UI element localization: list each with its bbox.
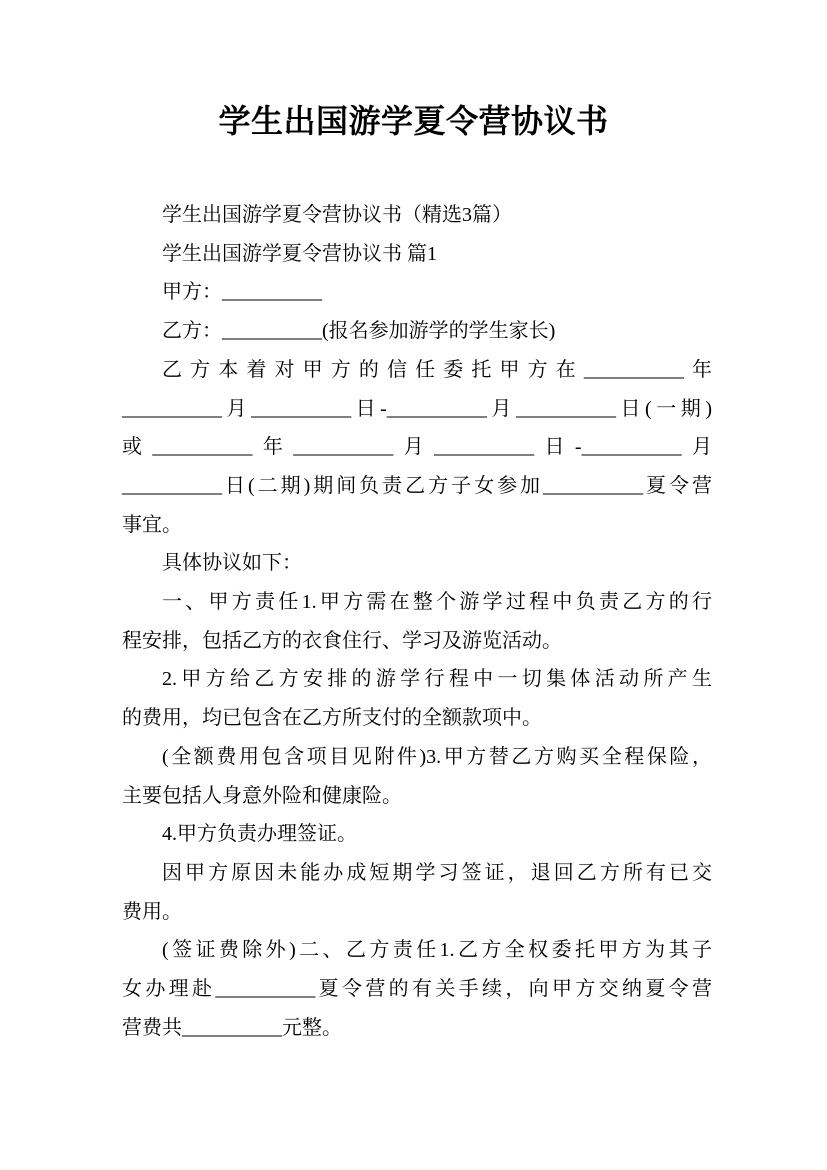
doc-line-entrust-4: __________日(二期)期间负责乙方子女参加__________夏令营 <box>122 474 712 497</box>
doc-line-part-heading: 学生出国游学夏令营协议书 篇1 <box>162 242 437 265</box>
doc-line-clause-a1-2: 程安排，包括乙方的衣食住行、学习及游览活动。 <box>122 629 562 652</box>
doc-line-clause-a4: 4.甲方负责办理签证。 <box>162 823 357 846</box>
doc-line-party-a: 甲方：__________ <box>162 281 322 304</box>
doc-line-entrust-1: 乙方本着对甲方的信任委托甲方在__________年 <box>162 358 712 381</box>
doc-line-clause-a2-1: 2.甲方给乙方安排的游学行程中一切集体活动所产生 <box>162 668 712 691</box>
document-body <box>0 196 827 1047</box>
document-title: 学生出国游学夏令营协议书 <box>218 103 609 139</box>
doc-line-clause-b1-2: 女办理赴__________夏令营的有关手续，向甲方交纳夏令营 <box>122 978 712 1001</box>
doc-line-clause-a3-2: 主要包括人身意外险和健康险。 <box>122 784 402 807</box>
doc-line-clause-a3-1: (全额费用包含项目见附件)3.甲方替乙方购买全程保险， <box>162 745 712 768</box>
doc-line-clause-a1-1: 一、甲方责任1.甲方需在整个游学过程中负责乙方的行 <box>162 591 712 614</box>
doc-line-clause-b1-3: 营费共__________元整。 <box>122 1016 342 1039</box>
doc-line-clause-b1-1: (签证费除外)二、乙方责任1.乙方全权委托甲方为其子 <box>162 939 712 962</box>
doc-line-entrust-3: 或__________年__________月__________日-__________月 <box>122 436 712 459</box>
doc-line-entrust-5: 事宜。 <box>122 513 182 536</box>
doc-line-clause-a4-detail-2: 费用。 <box>122 900 182 923</box>
doc-line-entrust-2: __________月__________日-__________月__________日(一期) <box>122 397 712 420</box>
doc-line-subtitle: 学生出国游学夏令营协议书（精选3篇） <box>162 204 512 226</box>
doc-line-clause-a4-detail-1: 因甲方原因未能办成短期学习签证，退回乙方所有已交 <box>162 861 712 884</box>
doc-line-party-b: 乙方：__________(报名参加游学的学生家长) <box>162 320 556 343</box>
doc-line-agreement-intro: 具体协议如下： <box>162 552 302 575</box>
doc-line-clause-a2-2: 的费用，均已包含在乙方所支付的全额款项中。 <box>122 707 542 730</box>
